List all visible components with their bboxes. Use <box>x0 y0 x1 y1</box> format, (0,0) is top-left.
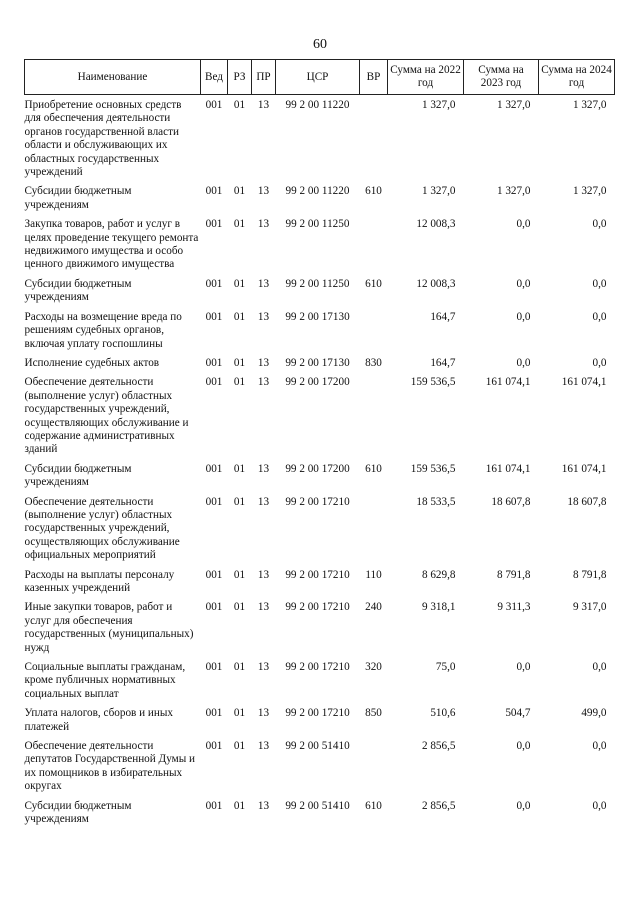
cell-ved: 001 <box>205 356 223 369</box>
header-sum-2022: Сумма на 2022 год <box>388 60 464 95</box>
cell-pr: 13 <box>257 99 270 111</box>
table-row <box>25 311 615 357</box>
cell-name: Закупка товаров, работ и услуг в целях проведение текущего ремонта недвижимого имущества и особо ценного движимого имущества <box>24 218 199 271</box>
cell-ved: 001 <box>205 185 223 198</box>
cell-rz: 01 <box>233 356 246 369</box>
cell-pr: 13 <box>257 376 270 389</box>
cell-sum-2024: 0,0 <box>592 661 607 674</box>
cell-csr: 99 2 00 17210 <box>285 495 350 508</box>
table-row <box>25 463 615 496</box>
table-row <box>25 278 615 311</box>
cell-ved: 001 <box>205 99 223 111</box>
cell-pr: 13 <box>257 601 270 614</box>
cell-vr <box>360 496 388 569</box>
table-row <box>25 661 615 707</box>
cell-name: Обеспечение деятельности депутатов Государственной Думы и их помощников в избирательных округах <box>24 740 196 793</box>
cell-sum-2023: 161 074,1 <box>485 376 531 389</box>
cell-vr: 320 <box>365 661 382 674</box>
cell-vr: 610 <box>365 462 382 475</box>
cell-rz: 01 <box>233 568 246 581</box>
cell-sum-2023: 0,0 <box>516 799 531 812</box>
cell-sum-2024: 499,0 <box>581 707 607 720</box>
cell-rz: 01 <box>233 740 246 753</box>
cell-name: Расходы на выплаты персоналу казенных учреждений <box>24 568 175 594</box>
table-row <box>25 496 615 569</box>
cell-ved: 001 <box>205 740 223 753</box>
cell-sum-2024: 8 791,8 <box>572 568 607 581</box>
cell-name: Иные закупки товаров, работ и услуг для обеспечения государственных (муниципальных) нужд <box>24 601 194 654</box>
cell-pr: 13 <box>257 707 270 720</box>
cell-vr: 850 <box>365 707 382 720</box>
cell-vr: 610 <box>365 277 382 290</box>
cell-csr: 99 2 00 51410 <box>285 740 350 753</box>
cell-sum-2022: 159 536,5 <box>410 376 456 389</box>
cell-sum-2023: 0,0 <box>516 277 531 290</box>
cell-pr: 13 <box>257 799 270 812</box>
header-vr: ВР <box>360 60 388 95</box>
header-rz: РЗ <box>228 60 252 95</box>
cell-ved: 001 <box>205 495 223 508</box>
cell-sum-2024: 1 327,0 <box>572 99 607 111</box>
cell-rz: 01 <box>233 707 246 720</box>
cell-rz: 01 <box>233 310 246 323</box>
cell-ved: 001 <box>205 568 223 581</box>
cell-csr: 99 2 00 17210 <box>285 601 350 614</box>
cell-sum-2024: 0,0 <box>592 356 607 369</box>
header-sum-2023: Сумма на 2023 год <box>464 60 539 95</box>
cell-ved: 001 <box>205 376 223 389</box>
cell-vr <box>360 376 388 462</box>
cell-vr: 110 <box>365 568 382 581</box>
cell-csr: 99 2 00 11220 <box>285 99 350 111</box>
cell-sum-2024: 161 074,1 <box>561 462 607 475</box>
cell-sum-2022: 18 533,5 <box>416 495 456 508</box>
cell-vr <box>360 311 388 357</box>
table-row <box>25 95 615 186</box>
cell-vr: 610 <box>365 799 382 812</box>
cell-csr: 99 2 00 11250 <box>285 277 350 290</box>
cell-csr: 99 2 00 17130 <box>285 310 350 323</box>
cell-rz: 01 <box>233 661 246 674</box>
budget-table <box>24 59 615 833</box>
cell-sum-2024: 0,0 <box>592 310 607 323</box>
cell-sum-2024: 161 074,1 <box>561 376 607 389</box>
cell-name: Субсидии бюджетным учреждениям <box>24 462 132 489</box>
cell-sum-2022: 12 008,3 <box>416 277 456 290</box>
table-row <box>25 800 615 833</box>
cell-vr <box>360 740 388 800</box>
cell-sum-2023: 504,7 <box>505 707 531 720</box>
cell-name: Уплата налогов, сборов и иных платежей <box>24 707 174 733</box>
cell-sum-2023: 0,0 <box>516 356 531 369</box>
cell-sum-2024: 0,0 <box>592 740 607 753</box>
cell-pr: 13 <box>257 495 270 508</box>
cell-rz: 01 <box>233 495 246 508</box>
cell-sum-2023: 0,0 <box>516 740 531 753</box>
cell-name: Расходы на возмещение вреда по решениям судебных органов, включая уплату госпошлины <box>24 310 182 350</box>
table-row <box>25 707 615 740</box>
cell-csr: 99 2 00 11250 <box>285 218 350 231</box>
cell-vr <box>360 218 388 278</box>
cell-ved: 001 <box>205 601 223 614</box>
cell-vr: 610 <box>365 185 382 198</box>
cell-vr <box>360 95 388 186</box>
cell-name: Субсидии бюджетным учреждениям <box>24 185 132 211</box>
header-name: Наименование <box>25 60 201 95</box>
cell-name: Социальные выплаты гражданам, кроме публичных нормативных социальных выплат <box>24 661 186 700</box>
cell-csr: 99 2 00 17200 <box>285 462 350 475</box>
cell-vr: 240 <box>365 601 382 614</box>
cell-sum-2022: 8 629,8 <box>421 568 456 581</box>
cell-sum-2024: 9 317,0 <box>572 601 607 614</box>
cell-pr: 13 <box>257 568 270 581</box>
cell-rz: 01 <box>233 277 246 290</box>
cell-rz: 01 <box>233 601 246 614</box>
cell-sum-2022: 9 318,1 <box>421 601 456 614</box>
table-row <box>25 740 615 800</box>
cell-rz: 01 <box>233 218 246 231</box>
cell-sum-2022: 75,0 <box>435 661 456 674</box>
cell-pr: 13 <box>257 462 270 475</box>
cell-ved: 001 <box>205 707 223 720</box>
cell-name: Исполнение судебных актов <box>24 356 160 369</box>
cell-pr: 13 <box>257 310 270 323</box>
cell-ved: 001 <box>205 218 223 231</box>
cell-name: Субсидии бюджетным учреждениям <box>24 799 132 826</box>
cell-sum-2024: 1 327,0 <box>572 185 607 198</box>
page-number: 60 <box>313 37 327 52</box>
cell-pr: 13 <box>257 740 270 753</box>
cell-pr: 13 <box>257 185 270 198</box>
cell-csr: 99 2 00 17200 <box>285 376 350 389</box>
cell-sum-2022: 510,6 <box>430 707 456 720</box>
cell-sum-2023: 9 311,3 <box>497 601 531 614</box>
cell-sum-2022: 164,7 <box>430 356 456 369</box>
cell-sum-2023: 161 074,1 <box>485 462 531 475</box>
header-csr: ЦСР <box>276 60 360 95</box>
cell-csr: 99 2 00 11220 <box>285 185 350 198</box>
cell-sum-2022: 2 856,5 <box>421 799 456 812</box>
cell-vr: 830 <box>365 356 382 369</box>
cell-sum-2022: 12 008,3 <box>416 218 456 231</box>
cell-sum-2024: 0,0 <box>592 218 607 231</box>
cell-name: Субсидии бюджетным учреждениям <box>24 277 132 304</box>
cell-ved: 001 <box>205 462 223 475</box>
cell-csr: 99 2 00 17210 <box>285 568 350 581</box>
cell-sum-2022: 2 856,5 <box>421 740 456 753</box>
cell-sum-2024: 18 607,8 <box>567 495 607 508</box>
cell-sum-2024: 0,0 <box>592 799 607 812</box>
header-ved: Вед <box>201 60 228 95</box>
table-header-row <box>25 60 615 95</box>
cell-csr: 99 2 00 17210 <box>285 707 350 720</box>
cell-pr: 13 <box>257 356 270 369</box>
header-pr: ПР <box>252 60 276 95</box>
cell-sum-2023: 8 791,8 <box>496 568 531 581</box>
cell-sum-2023: 0,0 <box>516 218 531 231</box>
cell-sum-2023: 1 327,0 <box>496 185 531 198</box>
cell-rz: 01 <box>233 462 246 475</box>
cell-csr: 99 2 00 17130 <box>285 356 350 369</box>
table-row <box>25 601 615 661</box>
cell-ved: 001 <box>205 277 223 290</box>
table-row <box>25 376 615 462</box>
cell-sum-2022: 1 327,0 <box>421 185 456 198</box>
cell-sum-2022: 159 536,5 <box>410 462 456 475</box>
cell-name: Обеспечение деятельности (выполнение услуг) областных государственных учреждений, осуществляющих обслуживание и содержание административных зданий <box>24 376 189 456</box>
cell-sum-2023: 0,0 <box>516 310 531 323</box>
cell-pr: 13 <box>257 218 270 231</box>
cell-sum-2023: 18 607,8 <box>491 495 531 508</box>
cell-ved: 001 <box>205 310 223 323</box>
cell-sum-2022: 1 327,0 <box>421 99 456 111</box>
cell-rz: 01 <box>233 99 246 111</box>
table-row <box>25 185 615 218</box>
cell-ved: 001 <box>205 661 223 674</box>
cell-csr: 99 2 00 51410 <box>285 799 350 812</box>
cell-name: Обеспечение деятельности (выполнение услуг) областных государственных учреждений, осуществляющих обслуживание официальных мероприятий <box>24 495 180 562</box>
table-row <box>25 357 615 376</box>
cell-ved: 001 <box>205 799 223 812</box>
cell-name: Приобретение основных средств для обеспечения деятельности органов государственной власти области и обслуживающих их областных государственных учреждений <box>24 99 182 179</box>
cell-pr: 13 <box>257 661 270 674</box>
cell-sum-2024: 0,0 <box>592 277 607 290</box>
table-row <box>25 218 615 278</box>
header-sum-2024: Сумма на 2024 год <box>539 60 615 95</box>
cell-rz: 01 <box>233 799 246 812</box>
cell-sum-2023: 0,0 <box>516 661 531 674</box>
cell-rz: 01 <box>233 185 246 198</box>
cell-sum-2023: 1 327,0 <box>496 99 531 111</box>
cell-csr: 99 2 00 17210 <box>285 661 350 674</box>
cell-sum-2022: 164,7 <box>430 310 456 323</box>
cell-pr: 13 <box>257 277 270 290</box>
cell-rz: 01 <box>233 376 246 389</box>
table-row <box>25 569 615 602</box>
